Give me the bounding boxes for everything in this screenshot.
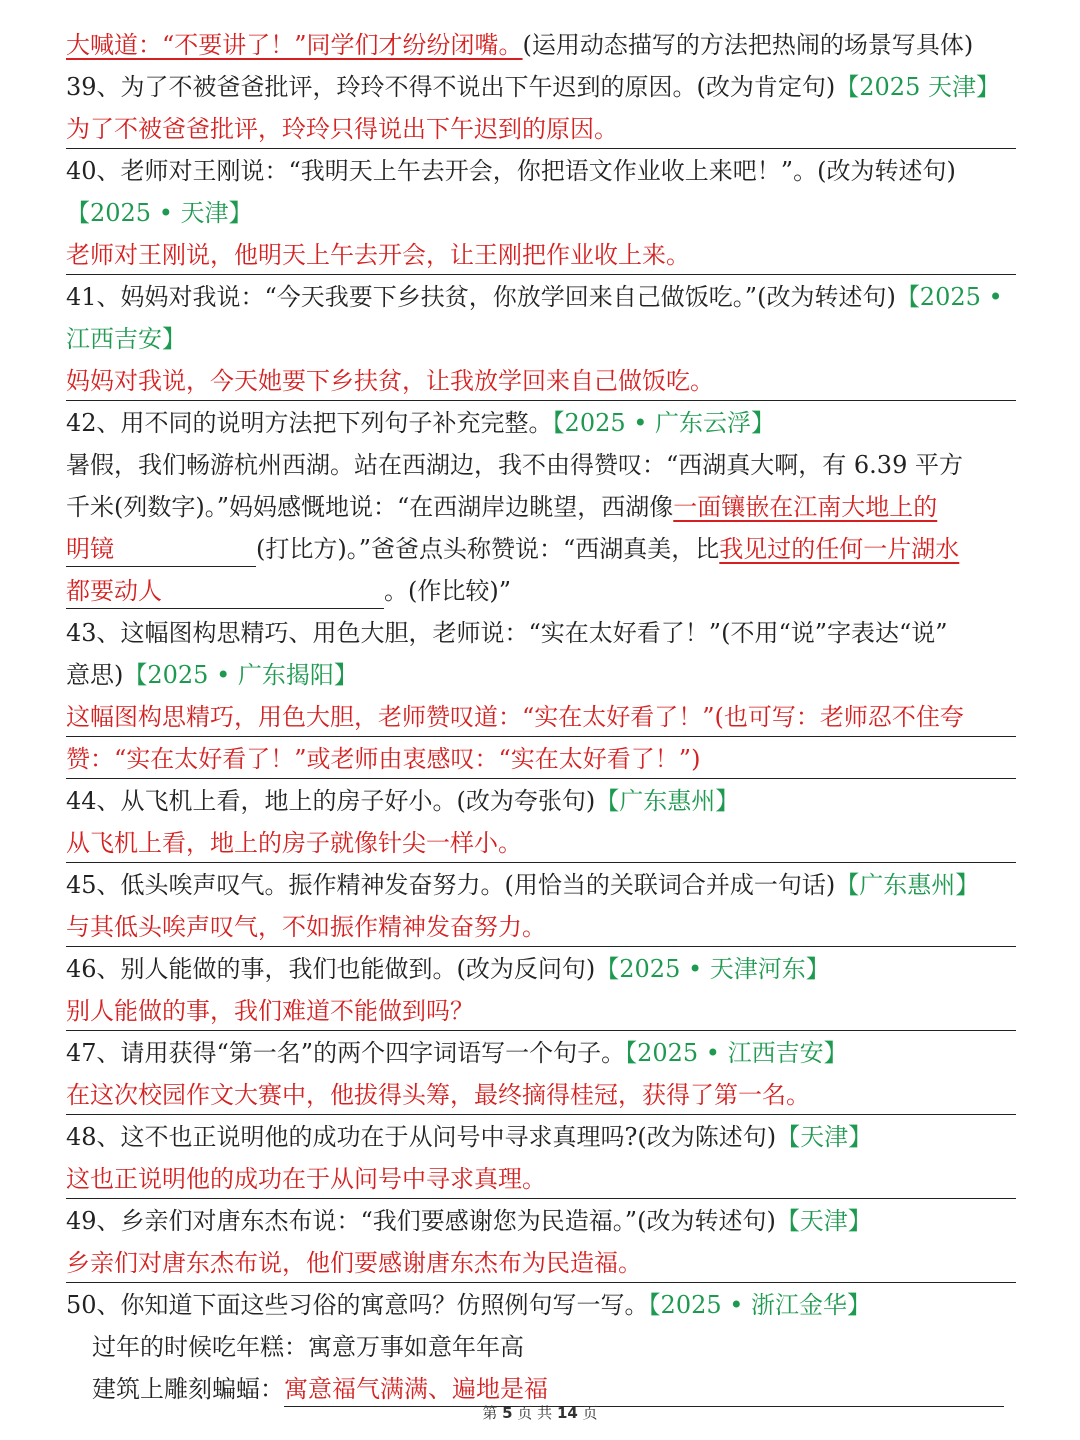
q42-answer-compare-2: 都要动人 xyxy=(66,574,384,609)
q41-source-tag-part1: 【2025 • xyxy=(895,283,1003,311)
q39-text: 39、为了不被爸爸批评，玲玲不得不说出下午迟到的原因。(改为肯定句) xyxy=(66,73,836,101)
q46-question xyxy=(66,952,1016,988)
q46-answer-line xyxy=(66,994,1016,1031)
q42-answer-metaphor-2: 明镜 xyxy=(66,532,256,567)
q47-text: 47、请用获得“第一名”的两个四字词语写一个句子。 xyxy=(66,1039,626,1067)
q42-passage-line4 xyxy=(66,574,1016,610)
q40-text: 40、老师对王刚说：“我明天上午去开会，你把语文作业收上来吧！”。(改为转述句) xyxy=(66,157,956,185)
q42-question xyxy=(66,406,1016,442)
q43-answer-line1 xyxy=(66,700,1016,737)
q45-text: 45、低头唉声叹气。振作精神发奋努力。(用恰当的关联词合并成一句话) xyxy=(66,871,836,899)
q41-text: 41、妈妈对我说：“今天我要下乡扶贫，你放学回来自己做饭吃。”(改为转述句) xyxy=(66,283,896,311)
q41-tag-line xyxy=(66,322,1016,358)
footer-mid: 页 共 xyxy=(517,1404,553,1422)
q50-answer: 寓意福气满满、遍地是福 xyxy=(284,1372,1004,1407)
q44-answer: 从飞机上看，地上的房子就像针尖一样小。 xyxy=(66,829,522,857)
q48-answer-line xyxy=(66,1162,1016,1199)
q40-answer: 老师对王刚说，他明天上午去开会，让王刚把作业收上来。 xyxy=(66,241,690,269)
total-pages: 14 xyxy=(556,1404,578,1422)
q39-answer: 为了不被爸爸批评，玲玲只得说出下午迟到的原因。 xyxy=(66,115,618,143)
footer-pre: 第 xyxy=(482,1404,498,1422)
q41-source-tag-part2: 江西吉安】 xyxy=(66,325,186,353)
q38-instruction: (运用动态描写的方法把热闹的场景写具体) xyxy=(522,31,974,59)
q43-text: 43、这幅图构思精巧、用色大胆，老师说：“实在太好看了！”(不用“说”字表达“说” xyxy=(66,619,948,647)
q44-source-tag: 【广东惠州】 xyxy=(595,787,740,815)
q43-question-line2 xyxy=(66,658,1016,694)
q46-text: 46、别人能做的事，我们也能做到。(改为反问句) xyxy=(66,955,596,983)
q42-passage-1: 暑假，我们畅游杭州西湖。站在西湖边，我不由得赞叹：“西湖真大啊，有 6.39 平方 xyxy=(66,451,963,479)
q50-source-tag: 【2025 • 浙江金华】 xyxy=(648,1291,872,1319)
q43-question xyxy=(66,616,1016,652)
q45-question xyxy=(66,868,1016,904)
q46-answer: 别人能做的事，我们难道不能做到吗？ xyxy=(66,997,474,1025)
q41-answer: 妈妈对我说，今天她要下乡扶贫，让我放学回来自己做饭吃。 xyxy=(66,367,714,395)
q44-question xyxy=(66,784,1016,820)
q50-example: 过年的时候吃年糕：寓意万事如意年年高 xyxy=(92,1333,524,1361)
q50-question xyxy=(66,1288,1016,1324)
q42-passage-3: (打比方)。”爸爸点头称赞说：“西湖真美，比 xyxy=(256,535,720,563)
q42-passage-line1 xyxy=(66,448,1016,484)
q43-source-tag: 【2025 • 广东揭阳】 xyxy=(123,661,358,689)
q42-text: 42、用不同的说明方法把下列句子补充完整。 xyxy=(66,409,553,437)
q43-answer-line2 xyxy=(66,742,1016,779)
q47-answer-line xyxy=(66,1078,1016,1115)
q45-answer-line xyxy=(66,910,1016,947)
q42-passage-2: 千米(列数字)。”妈妈感慨地说：“在西湖岸边眺望，西湖像 xyxy=(66,493,674,521)
q48-question xyxy=(66,1120,1016,1156)
q42-passage-4: 。(作比较)” xyxy=(384,577,511,605)
q43-answer-1: 这幅图构思精巧，用色大胆，老师赞叹道：“实在太好看了！”(也可写：老师忍不住夸 xyxy=(66,703,964,731)
q44-text: 44、从飞机上看，地上的房子好小。(改为夸张句) xyxy=(66,787,596,815)
page-number: 5 xyxy=(502,1404,513,1422)
q49-source-tag: 【天津】 xyxy=(775,1207,872,1235)
q38-tail-line xyxy=(66,28,1016,64)
q40-source-tag: 【2025 • 天津】 xyxy=(66,199,253,227)
q42-answer-metaphor-1: 一面镶嵌在江南大地上的 xyxy=(673,493,938,521)
q43-answer-2: 赞：“实在太好看了！”或老师由衷感叹：“实在太好看了！”) xyxy=(66,745,701,773)
q50-example-line xyxy=(92,1330,1016,1366)
q42-answer-compare-1: 我见过的任何一片湖水 xyxy=(719,535,960,563)
footer-post: 页 xyxy=(582,1404,598,1422)
q48-answer: 这也正说明他的成功在于从问号中寻求真理。 xyxy=(66,1165,546,1193)
q40-answer-line xyxy=(66,238,1016,275)
q42-source-tag: 【2025 • 广东云浮】 xyxy=(552,409,776,437)
q46-source-tag: 【2025 • 天津河东】 xyxy=(595,955,830,983)
q40-tag-line xyxy=(66,196,1016,232)
q43-text-2: 意思) xyxy=(66,661,124,689)
q41-question xyxy=(66,280,1016,316)
q48-source-tag: 【天津】 xyxy=(776,1123,873,1151)
q45-answer: 与其低头唉声叹气，不如振作精神发奋努力。 xyxy=(66,913,546,941)
q50-prompt: 建筑上雕刻蝙蝠： xyxy=(92,1375,284,1403)
q50-text: 50、你知道下面这些习俗的寓意吗？仿照例句写一写。 xyxy=(66,1291,649,1319)
q47-source-tag: 【2025 • 江西吉安】 xyxy=(625,1039,848,1067)
q49-question xyxy=(66,1204,1016,1240)
q49-text: 49、乡亲们对唐东杰布说：“我们要感谢您为民造福。”(改为转述句) xyxy=(66,1207,776,1235)
q39-question xyxy=(66,70,1016,106)
q39-answer-line xyxy=(66,112,1016,149)
q49-answer-line xyxy=(66,1246,1016,1283)
q47-answer: 在这次校园作文大赛中，他拔得头筹，最终摘得桂冠，获得了第一名。 xyxy=(66,1081,810,1109)
q49-answer: 乡亲们对唐东杰布说，他们要感谢唐东杰布为民造福。 xyxy=(66,1249,642,1277)
q38-answer-tail: 大喊道：“不要讲了！”同学们才纷纷闭嘴。 xyxy=(66,31,523,59)
q39-source-tag: 【2025 天津】 xyxy=(835,73,1000,101)
q47-question xyxy=(66,1036,1016,1072)
q41-answer-line xyxy=(66,364,1016,401)
q42-passage-line3 xyxy=(66,532,1016,568)
q45-source-tag: 【广东惠州】 xyxy=(835,871,980,899)
q44-answer-line xyxy=(66,826,1016,863)
q40-question xyxy=(66,154,1016,190)
page-footer xyxy=(0,1402,1080,1423)
q48-text: 48、这不也正说明他的成功在于从问号中寻求真理吗?(改为陈述句) xyxy=(66,1123,777,1151)
q42-passage-line2 xyxy=(66,490,1016,526)
